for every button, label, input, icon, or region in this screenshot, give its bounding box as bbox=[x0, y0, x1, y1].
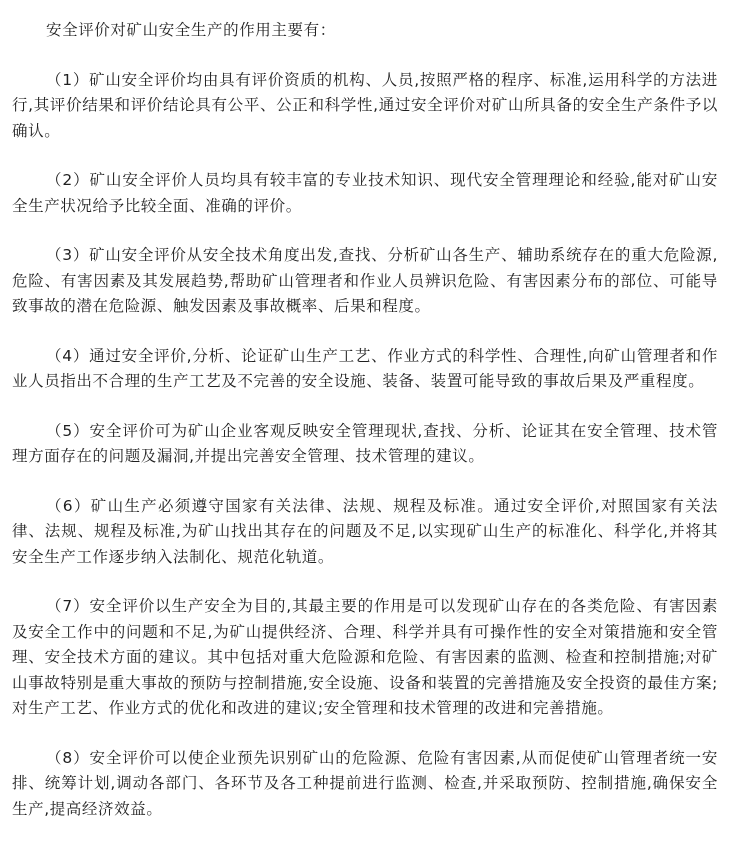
intro-heading: 安全评价对矿山安全生产的作用主要有： bbox=[46, 21, 336, 39]
paragraph-6: （6）矿山生产必须遵守国家有关法律、法规、规程及标准。通过安全评价,对照国家有关法律、法规、规程及标准,为矿山找出其存在的问题及不足,以实现矿山生产的标准化、科学化,并将其安全生产工作逐步纳入法制化、规范化轨道。 bbox=[12, 496, 718, 566]
paragraph-1: （1）矿山安全评价均由具有评价资质的机构、人员,按照严格的程序、标准,运用科学的方法进行,其评价结果和评价结论具有公平、公正和科学性,通过安全评价对矿山所具备的安全生产条件予以确认。 bbox=[12, 70, 718, 140]
paragraph-4: （4）通过安全评价,分析、论证矿山生产工艺、作业方式的科学性、合理性,向矿山管理者和作业人员指出不合理的生产工艺及不完善的安全设施、装备、装置可能导致的事故后果及严重程度。 bbox=[12, 346, 718, 390]
paragraph-2: （2）矿山安全评价人员均具有较丰富的专业技术知识、现代安全管理理论和经验,能对矿山安全生产状况给予比较全面、准确的评价。 bbox=[12, 171, 718, 215]
paragraph-3: （3）矿山安全评价从安全技术角度出发,查找、分析矿山各生产、辅助系统存在的重大危险源,危险、有害因素及其发展趋势,帮助矿山管理者和作业人员辨识危险、有害因素分布的部位、可能导致事故的潜在危险源、触发因素及事故概率、后果和程度。 bbox=[12, 246, 718, 315]
paragraph-5: （5）安全评价可为矿山企业客观反映安全管理现状,查找、分析、论证其在安全管理、技术管理方面存在的问题及漏洞,并提出完善安全管理、技术管理的建议。 bbox=[12, 421, 718, 465]
paragraph-8: （8）安全评价可以使企业预先识别矿山的危险源、危险有害因素,从而促使矿山管理者统一安排、统筹计划,调动各部门、各环节及各工种提前进行监测、检查,并采取预防、控制措施,确保安全生产,提高经济效益。 bbox=[12, 748, 718, 818]
paragraph-7: （7）安全评价以生产安全为目的,其最主要的作用是可以发现矿山存在的各类危险、有害因素及安全工作中的问题和不足,为矿山提供经济、合理、科学并具有可操作性的安全对策措施和安全管理、安全技术方面的建议。其中包括对重大危险源和危险、有害因素的监测、检查和控制措施;对矿山事故特别是重大事故的预防与控制措施,安全设施、设备和装置的完善措施及安全投资的最佳方案;对生产工艺、作业方式的优化和改进的建议;安全管理和技术管理的改进和完善措施。 bbox=[12, 597, 718, 717]
